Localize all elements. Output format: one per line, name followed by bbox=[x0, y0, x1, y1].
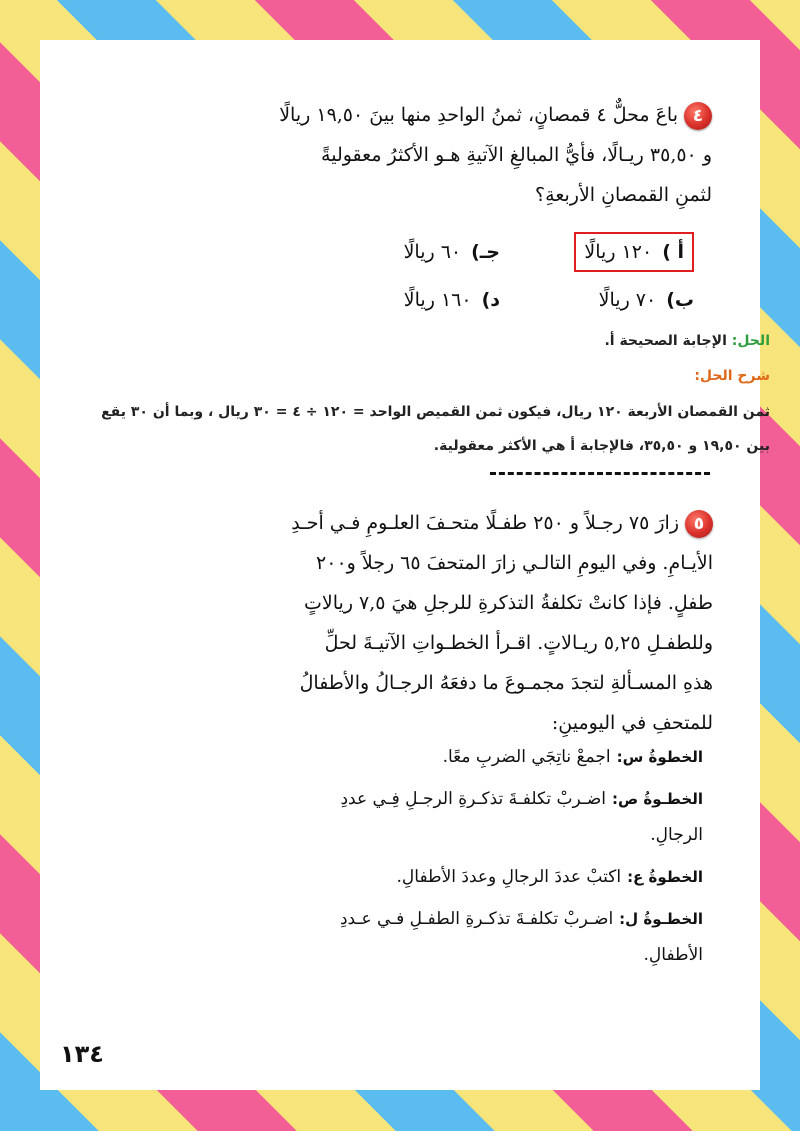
option-j-text: ٦٠ ريالًا bbox=[403, 241, 462, 263]
question-5-text-1: زارَ ٧٥ رجـلاً و ٢٥٠ طفـلًا متحـفَ العلـومِ فـي أحـدِ bbox=[291, 512, 679, 534]
page-number: ١٣٤ bbox=[60, 1040, 104, 1068]
explanation-label: شرح الحل: bbox=[694, 368, 770, 384]
question-5-line-1 bbox=[293, 503, 713, 543]
dashed-separator bbox=[490, 472, 710, 475]
step-s-text: اجمعْ ناتِجَي الضربِ معًا. bbox=[442, 747, 611, 767]
step-a bbox=[303, 859, 703, 895]
step-s-label: الخطوةُ س: bbox=[616, 748, 703, 766]
question-5 bbox=[293, 503, 713, 743]
step-l-label: الخطـوةُ ل: bbox=[619, 910, 703, 928]
question-4-text-1: باعَ محلٌّ ٤ قمصانٍ، ثمنُ الواحدِ منها بينَ ١٩,٥٠ ريالًا bbox=[279, 104, 678, 126]
question-5-line-3: طفلٍ. فإذا كانتْ تكلفةُ التذكرةِ للرجلِ هيَ ٧,٥ ريالاتٍ bbox=[304, 592, 713, 614]
explanation-line-1: ثمن القمصان الأربعة ١٢٠ ريال، فيكون ثمن القميص الواحد = ١٢٠ ÷ ٤ = ٣٠ ريال ، وبما أن ٣٠ يقع bbox=[101, 404, 770, 420]
option-a-text: ١٢٠ ريالًا bbox=[584, 241, 653, 263]
step-l-cont: الأطفالِ. bbox=[643, 945, 703, 965]
option-b-letter: ب) bbox=[666, 289, 694, 311]
option-d-text: ١٦٠ ريالًا bbox=[403, 289, 472, 311]
question-5-line-6: للمتحفِ في اليومينِ: bbox=[551, 712, 713, 734]
solution-answer bbox=[604, 333, 770, 349]
option-b-text: ٧٠ ريالًا bbox=[598, 289, 657, 311]
step-a-text: اكتبْ عددَ الرجالِ وعددَ الأطفالِ. bbox=[396, 867, 622, 887]
question-number-badge: ٤ bbox=[684, 102, 712, 130]
steps-list bbox=[303, 739, 703, 979]
step-l-text: اضـربْ تكلفـةَ تذكـرةِ الطفـلِ فـي عـددِ bbox=[339, 909, 614, 929]
step-ss-text: اضـربْ تكلفـةَ تذكـرةِ الرجـلِ فِـي عددِ bbox=[340, 789, 607, 809]
explanation-line-2: بين ١٩,٥٠ و ٣٥,٥٠، فالإجابة أ هي الأكثر معقولية. bbox=[433, 438, 770, 454]
step-s bbox=[303, 739, 703, 775]
question-5-line-4: وللطفـلِ ٥,٢٥ ريـالاتٍ. اقـرأ الخطـواتِ الآتيـةَ لحلِّ bbox=[324, 632, 713, 654]
option-d-letter: د) bbox=[481, 289, 500, 311]
question-4-line-3: لثمنِ القمصانِ الأربعةِ؟ bbox=[535, 184, 712, 206]
option-d[interactable] bbox=[404, 285, 500, 315]
question-5-line-2: الأيـامِ. وفي اليومِ التالـي زارَ المتحفَ ٦٥ رجلاً و٢٠٠ bbox=[316, 552, 713, 574]
option-a-letter: أ ) bbox=[662, 241, 684, 263]
step-a-label: الخطوةُ ع: bbox=[627, 868, 703, 886]
option-j[interactable] bbox=[404, 237, 500, 267]
step-l bbox=[303, 901, 703, 973]
solution-label: الحل: bbox=[731, 333, 770, 349]
question-number-badge: ٥ bbox=[685, 510, 713, 538]
question-4-line-2: و ٣٥,٥٠ ريـالًا، فأيُّ المبالغِ الآتيةِ هـو الأكثرُ معقوليةً bbox=[321, 144, 712, 166]
option-j-letter: جـ) bbox=[471, 241, 500, 263]
step-ss-cont: الرجالِ. bbox=[650, 825, 703, 845]
step-ss-label: الخطـوةُ ص: bbox=[612, 790, 703, 808]
question-4 bbox=[272, 95, 712, 215]
step-ss bbox=[303, 781, 703, 853]
option-b[interactable] bbox=[599, 285, 694, 315]
question-4-line-1 bbox=[272, 95, 712, 135]
option-a-selected[interactable] bbox=[574, 232, 694, 272]
solution-answer-text: الإجابة الصحيحة أ. bbox=[604, 333, 727, 349]
question-5-line-5: هذهِ المسـألةِ لتجدَ مجمـوعَ ما دفعَهُ الرجـالُ والأطفالُ bbox=[299, 672, 713, 694]
